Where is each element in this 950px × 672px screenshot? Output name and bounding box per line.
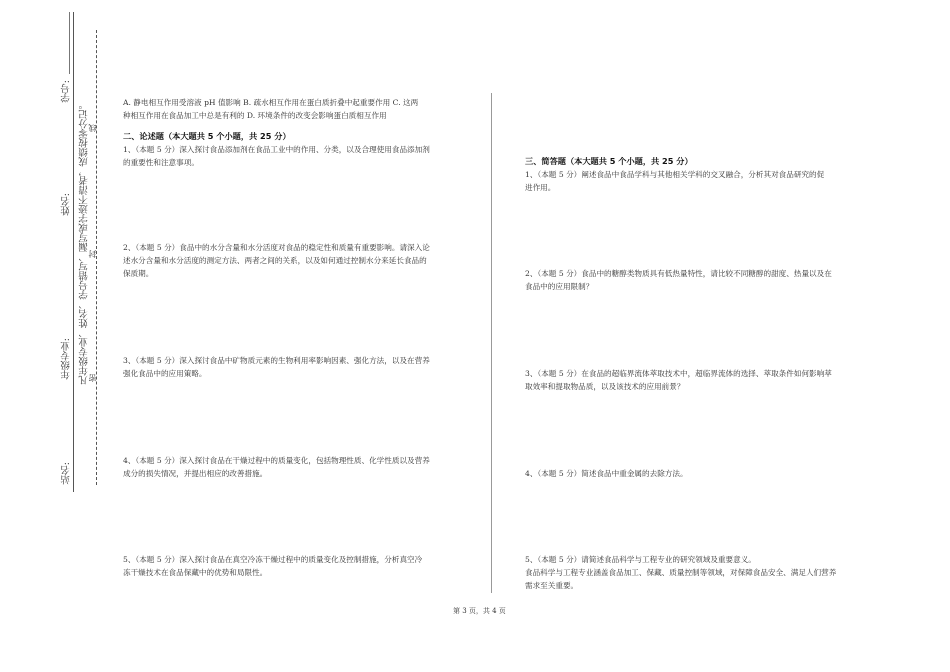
- short-q4-line-1: 4、（本题 5 分）简述食品中重金属的去除方法。: [525, 469, 688, 478]
- short-question-3: [525, 367, 875, 393]
- binding-notice: 凡年级专业、姓名、学号错写、漏写或字迹不清者，成绩按零分记。: [79, 100, 90, 385]
- short-q2-line-2: 食品中的应用限制？: [525, 282, 594, 291]
- intro-line-1: A. 静电相互作用受溶液 pH 值影响 B. 疏水相互作用在蛋白质折叠中起重要作用 C. 这两: [123, 98, 419, 107]
- section-2-title-text: 二、论述题（本大题共 5 个小题，共 25 分）: [123, 131, 291, 141]
- essay-q1-line-1: 1、（本题 5 分）深入探讨食品添加剂在食品工业中的作用、分类，以及合理使用食品添加剂: [123, 145, 430, 154]
- feng-marker: 封: [88, 250, 97, 258]
- essay-q1-line-2: 的重要性和注意事项。: [123, 158, 199, 167]
- section-3-title-text: 三、简答题（本大题共 5 个小题，共 25 分）: [525, 156, 693, 166]
- xian-marker: 线: [88, 124, 97, 132]
- section-2-title: [123, 130, 468, 143]
- essay-question-4: [123, 454, 468, 480]
- short-q1-line-1: 1、（本题 5 分）阐述食品中食品学科与其他相关学科的交叉融合，分析其对食品研究的促: [525, 170, 825, 179]
- name-label: 姓名:: [61, 193, 72, 216]
- short-question-2: [525, 267, 875, 293]
- short-q5-line-2: 食品科学与工程专业涵盖食品加工、保藏、质量控制等领域，对保障食品安全、满足人们营养: [525, 568, 837, 577]
- section-3-title: [525, 155, 875, 168]
- page-footer: 第 3 页，共 4 页: [453, 607, 506, 615]
- short-q5-line-1: 5、（本题 5 分）请简述食品科学与工程专业的研究领域及重要意义。: [525, 555, 756, 564]
- essay-question-5: [123, 553, 468, 579]
- essay-question-1: [123, 143, 468, 169]
- essay-q3-line-1: 3、（本题 5 分）深入探讨食品中矿物质元素的生物利用率影响因素、强化方法，以及在营养: [123, 356, 430, 365]
- short-q5-line-3: 需求至关重要。: [525, 581, 579, 590]
- essay-q5-line-1: 5、（本题 5 分）深入探讨食品在真空冷冻干燥过程中的质量变化及控制措施，分析真空冷: [123, 555, 423, 564]
- column-divider: [491, 93, 492, 593]
- short-q1-line-2: 进作用。: [525, 183, 556, 192]
- essay-q2-line-1: 2、（本题 5 分）食品中的水分含量和水分活度对食品的稳定性和质量有重要影响。请深入论: [123, 243, 430, 252]
- intro-line-2: 种相互作用在食品加工中总是有利的 D. 环境条件的改变会影响蛋白质相互作用: [123, 111, 387, 120]
- short-question-4: [525, 467, 875, 480]
- short-question-5: [525, 553, 875, 592]
- essay-q4-line-2: 成分的损失情况，并提出相应的改善措施。: [123, 469, 268, 478]
- essay-question-2: [123, 241, 468, 280]
- student-id-label: 学号:: [61, 80, 72, 103]
- left-column: [123, 96, 468, 122]
- binding-solid-rule: [73, 12, 74, 492]
- short-question-1: [525, 168, 875, 194]
- student-id-underline: [69, 12, 70, 74]
- essay-q2-line-2: 述水分含量和水分活度的测定方法、两者之间的关系，以及如何通过控制水分来延长食品的: [123, 256, 427, 265]
- essay-q3-line-2: 强化食品中的应用策略。: [123, 369, 207, 378]
- school-label: 站名:: [61, 462, 72, 485]
- essay-question-3: [123, 354, 468, 380]
- short-q3-line-2: 取效率和提取物品质，以及该技术的应用前景？: [525, 382, 685, 391]
- grade-major-label: 年级专业:: [61, 338, 72, 380]
- mi-marker: 密: [88, 374, 97, 382]
- essay-q2-line-3: 保质期。: [123, 269, 154, 278]
- short-q3-line-1: 3、（本题 5 分）在食品的超临界流体萃取技术中，超临界流体的选择、萃取条件如何影响萃: [525, 369, 832, 378]
- short-q2-line-1: 2、（本题 5 分）食品中的糖醇类物质具有低热量特性，请比较不同糖醇的甜度、热量以及在: [525, 269, 832, 278]
- essay-q5-line-2: 冻干燥技术在食品保藏中的优势和局限性。: [123, 568, 268, 577]
- essay-q4-line-1: 4、（本题 5 分）深入探讨食品在干燥过程中的质量变化，包括物理性质、化学性质以及营养: [123, 456, 430, 465]
